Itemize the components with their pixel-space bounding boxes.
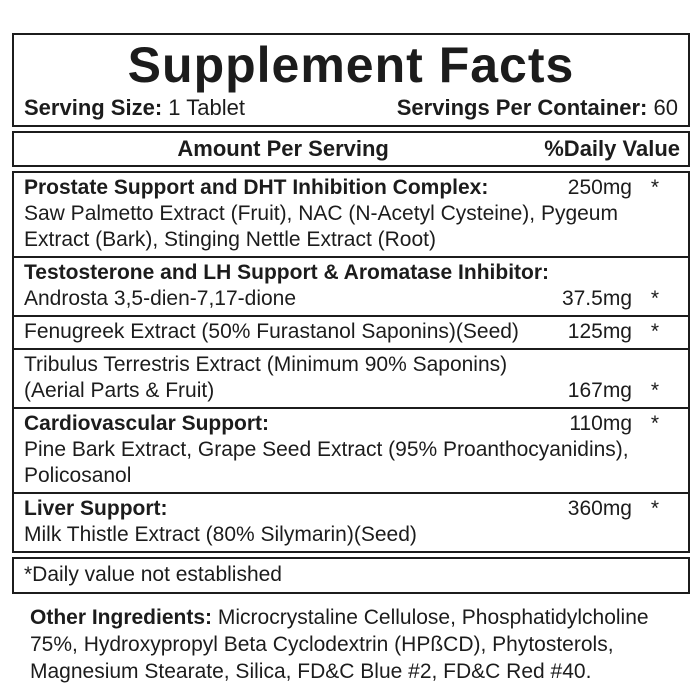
other-ingredients-text: Microcrystaline Cellulose, Phosphatidylcholine bbox=[212, 606, 649, 629]
ingredient-name: Fenugreek Extract (50% Furastanol Saponins)(Seed) bbox=[24, 320, 519, 343]
footnote: *Daily value not established bbox=[24, 563, 282, 586]
section-cardiovascular-support bbox=[14, 407, 688, 492]
serving-size-value: 1 Tablet bbox=[168, 95, 245, 120]
ingredient-row bbox=[24, 378, 678, 404]
ingredient-detail-line: Saw Palmetto Extract (Fruit), NAC (N-Acetyl Cysteine), Pygeum bbox=[24, 202, 618, 225]
section-prostate-support bbox=[14, 173, 688, 256]
section-fenugreek bbox=[14, 315, 688, 348]
section-testosterone-support bbox=[14, 256, 688, 315]
serving-size bbox=[24, 94, 245, 121]
ingredients-box bbox=[12, 171, 690, 553]
supplement-facts-label bbox=[12, 33, 690, 685]
footnote-box bbox=[12, 557, 690, 594]
serving-size-label: Serving Size: bbox=[24, 95, 163, 120]
ingredient-detail-line: Extract (Bark), Stinging Nettle Extract (Root) bbox=[24, 228, 436, 251]
section-title: Prostate Support and DHT Inhibition Complex: bbox=[24, 176, 489, 199]
ingredient-name: Tribulus Terrestris Extract (Minimum 90% Saponins) bbox=[24, 353, 508, 376]
daily-value-asterisk: * bbox=[650, 412, 660, 435]
ingredient-detail-line: Policosanol bbox=[24, 464, 132, 487]
ingredient-name: Androsta 3,5-dien-7,17-dione bbox=[24, 287, 297, 310]
ingredient-row bbox=[24, 319, 678, 345]
daily-value-asterisk: * bbox=[650, 379, 660, 402]
section-liver-support bbox=[14, 492, 688, 551]
ingredient-row bbox=[24, 286, 678, 312]
ingredient-detail-line: Milk Thistle Extract (80% Silymarin)(Seed) bbox=[24, 523, 417, 546]
amount-value: 167mg bbox=[567, 379, 632, 402]
amount-value: 250mg bbox=[567, 176, 632, 199]
amount-value: 37.5mg bbox=[561, 287, 632, 310]
column-header-row bbox=[22, 136, 680, 162]
column-header-box bbox=[12, 131, 690, 167]
amount-value: 360mg bbox=[567, 497, 632, 520]
section-tribulus bbox=[14, 348, 688, 407]
section-title: Cardiovascular Support: bbox=[24, 412, 270, 435]
amount-value: 110mg bbox=[569, 412, 632, 435]
daily-value-asterisk: * bbox=[650, 320, 660, 343]
section-title-row bbox=[24, 496, 678, 522]
ingredient-detail-line: Pine Bark Extract, Grape Seed Extract (95% Proanthocyanidins), bbox=[24, 438, 629, 461]
page-title: Supplement Facts bbox=[127, 37, 575, 93]
daily-value-asterisk: * bbox=[650, 176, 660, 199]
daily-value-asterisk: * bbox=[650, 287, 660, 310]
section-title: Testosterone and LH Support & Aromatase Inhibitor: bbox=[24, 261, 550, 284]
servings-per-container bbox=[397, 94, 678, 121]
other-ingredients-label: Other Ingredients: bbox=[30, 606, 213, 629]
other-ingredients bbox=[30, 604, 684, 685]
section-title: Liver Support: bbox=[24, 497, 168, 520]
other-ingredients-line: Magnesium Stearate, Silica, FD&C Blue #2, FD&C Red #40. bbox=[30, 660, 592, 683]
servings-per-container-label: Servings Per Container: bbox=[396, 95, 648, 120]
daily-value-asterisk: * bbox=[650, 497, 660, 520]
amount-value: 125mg bbox=[567, 320, 632, 343]
other-ingredients-line bbox=[30, 604, 684, 631]
servings-per-container-value: 60 bbox=[653, 95, 678, 120]
title-box bbox=[12, 33, 690, 127]
section-title-row bbox=[24, 411, 678, 437]
amount-per-serving-header: Amount Per Serving bbox=[177, 136, 389, 161]
other-ingredients-line: 75%, Hydroxypropyl Beta Cyclodextrin (HPßCD), Phytosterols, bbox=[30, 633, 614, 656]
ingredient-detail-line: (Aerial Parts & Fruit) bbox=[24, 379, 215, 402]
daily-value-header: %Daily Value bbox=[544, 136, 680, 161]
serving-row bbox=[24, 94, 678, 121]
section-title-row bbox=[24, 175, 678, 201]
